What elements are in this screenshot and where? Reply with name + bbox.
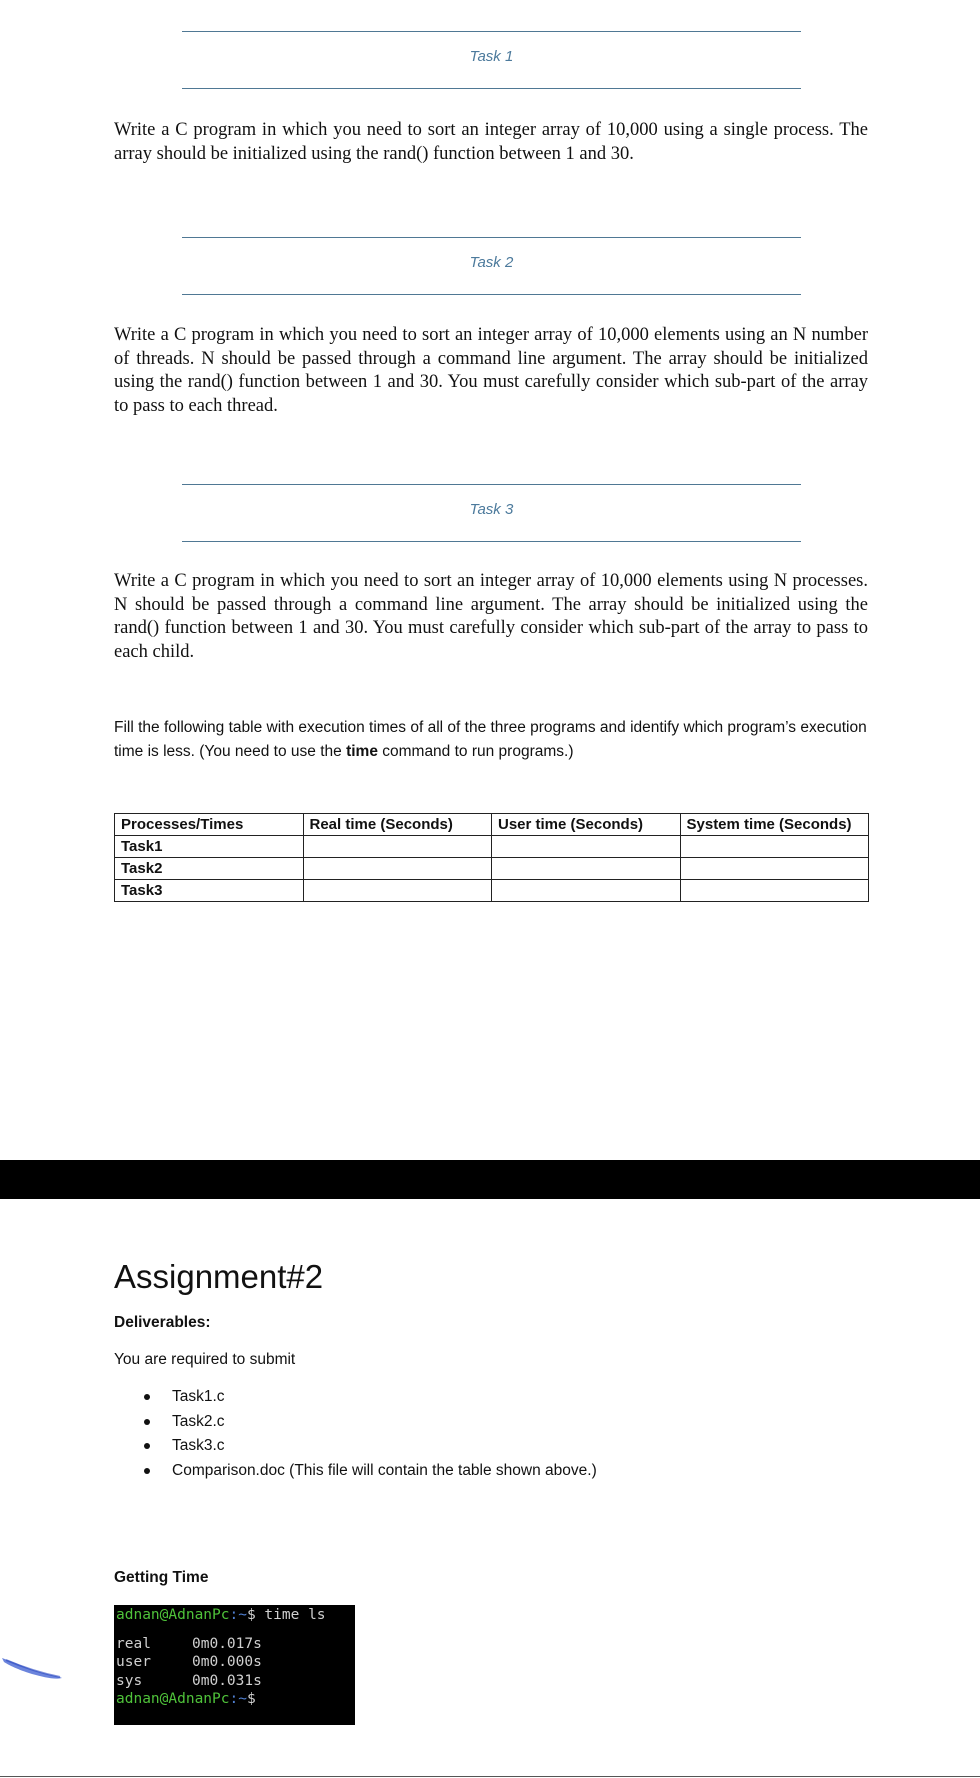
real-time-cell[interactable] [303,858,492,880]
output-label: real [116,1635,151,1652]
system-time-cell[interactable] [680,880,869,902]
user-time-cell[interactable] [492,858,681,880]
prompt-user-host: adnan@AdnanPc [116,1691,230,1707]
terminal-final-prompt [116,1690,355,1709]
prompt-path: :~ [229,1691,247,1707]
task1-title: Task 1 [469,48,514,65]
file-name: Comparison.doc (This file will contain the table shown above.) [172,1461,597,1479]
table-row [115,858,869,880]
terminal-command-line [116,1606,355,1625]
bullet-icon [144,1419,150,1425]
system-time-cell[interactable] [680,858,869,880]
deliverables-heading: Deliverables: [114,1314,211,1331]
task2-title: Task 2 [469,254,514,271]
file-name: Task3.c [172,1437,225,1454]
terminal-screenshot [114,1605,355,1725]
terminal-output-real [116,1635,355,1654]
list-item [114,1434,597,1459]
row-label: Task1 [115,836,304,858]
table-row [115,880,869,902]
table-header-row [115,814,869,836]
bottom-border [0,1776,980,1777]
deliverables-list [114,1385,597,1483]
task3-title: Task 3 [469,501,514,518]
task3-heading [182,484,801,542]
output-label: sys [116,1672,143,1689]
row-label: Task2 [115,858,304,880]
list-item [114,1385,597,1410]
output-label: user [116,1654,151,1670]
task1-heading [182,31,801,89]
header-real-time: Real time (Seconds) [303,814,492,836]
header-processes: Processes/Times [115,814,304,836]
instructions-text-2: command to run programs.) [377,743,574,760]
header-user-time: User time (Seconds) [492,814,681,836]
task1-description: Write a C program in which you need to sort an integer array of 10,000 using a single process. The array should be initialized using the rand() function between 1 and 30. [114,120,868,164]
terminal-command: $ time ls [246,1607,326,1623]
task2-description: Write a C program in which you need to sort an integer array of 10,000 elements using an N number of threads. N should be passed through a command line argument. The array should be initialized using the rand() function between 1 and 30. You must carefully consider which sub-part of the array to pass to each thread. [114,325,868,416]
execution-times-table [114,813,869,902]
bullet-icon [144,1468,150,1474]
user-time-cell[interactable] [492,836,681,858]
task3-description: Write a C program in which you need to sort an integer array of 10,000 elements using N processes. N should be passed through a command line argument. The array should be initialized using the rand() function between 1 and 30. You must carefully consider which sub-part of the array to pass to each child. [114,571,868,662]
row-label: Task3 [115,880,304,902]
system-time-cell[interactable] [680,836,869,858]
file-name: Task1.c [172,1388,225,1405]
pen-scribble-icon [0,1650,70,1690]
bullet-icon [144,1443,150,1449]
terminal-output-user [116,1653,355,1672]
assignment-title: Assignment#2 [114,1258,324,1295]
getting-time-heading: Getting Time [114,1569,209,1586]
prompt-user-host: adnan@AdnanPc [116,1607,230,1623]
real-time-cell[interactable] [303,880,492,902]
output-value: 0m0.031s [192,1672,262,1689]
output-value: 0m0.017s [192,1635,262,1652]
header-system-time: System time (Seconds) [680,814,869,836]
list-item [114,1459,597,1484]
task2-heading [182,237,801,295]
instructions-text-1: Fill the following table with execution times of all of the three programs and identify which program’s execution time is less. (You need to use the [114,719,867,760]
prompt-path: :~ [229,1607,247,1623]
output-value: 0m0.000s [192,1654,262,1670]
bullet-icon [144,1394,150,1400]
real-time-cell[interactable] [303,836,492,858]
table-instructions [114,716,874,764]
table-row [115,836,869,858]
file-name: Task2.c [172,1412,225,1430]
submit-instruction: You are required to submit [114,1351,296,1368]
list-item [114,1410,597,1435]
final-prompt-symbol: $ [246,1691,256,1707]
terminal-output-sys [116,1672,355,1691]
page-separator [0,1160,980,1199]
instructions-time-keyword: time [346,743,378,760]
user-time-cell[interactable] [492,880,681,902]
